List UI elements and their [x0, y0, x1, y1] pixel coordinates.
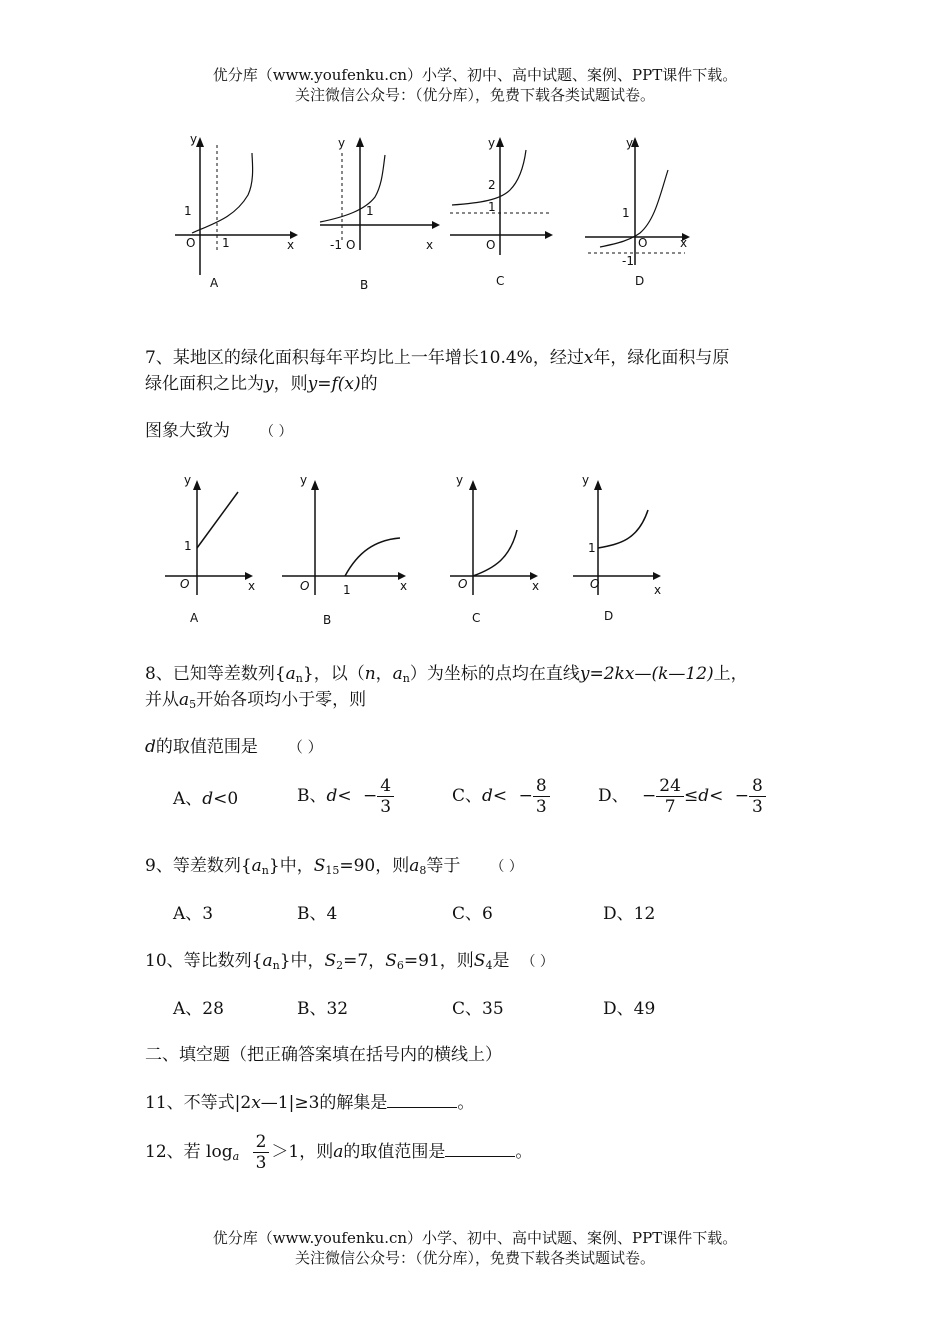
axis-y-label: y [582, 473, 590, 487]
q7-line-3: 图象大致为 （ ） [145, 421, 293, 441]
axis-x-label: x [287, 238, 295, 252]
q10-text: 10、等比数列$\{a_n\}$中，$S_2=7$，$S_6=91$，则$S_4$是 （ ） [145, 951, 554, 972]
footer-line-2: 关注微信公众号：（优分库），免费下载各类试题试卷。 [294, 1249, 655, 1267]
axis-y-label: y [184, 473, 192, 487]
q8-option-c[interactable]: C、d< − $\frac{8}{3}$ [452, 776, 550, 817]
axis-x-label: x [532, 579, 540, 593]
q7-graphs [160, 470, 670, 630]
tick-label: 1 [343, 583, 351, 597]
tick-label: 1 [622, 206, 630, 220]
axis-y-label: y [626, 136, 634, 150]
q6-graph-a [175, 132, 298, 290]
axis-x-label: x [400, 579, 408, 593]
q7-graph-a [165, 473, 255, 625]
axis-y-label: y [488, 136, 496, 150]
axis-x-label: x [680, 236, 688, 250]
axis-y-label: y [338, 136, 346, 150]
section-2-title: 二、填空题（把正确答案填在括号内的横线上） [145, 1045, 502, 1065]
q11-text: 11、不等式|2x—1|≥3的解集是 。 [145, 1093, 475, 1113]
q7-graph-d [573, 473, 661, 623]
q8-option-a[interactable]: A、d<0 [173, 789, 239, 809]
origin-label: O [300, 579, 310, 593]
q6-graph-b [320, 136, 440, 292]
origin-label: O [590, 577, 600, 591]
tick-label: 1 [184, 539, 192, 553]
q8-line-1: 8、已知等差数列$\{a_n\}$，以（n，$a_n$）为坐标的点均在直线y=2kx—(k—12)上， [145, 664, 748, 685]
origin-label: O [346, 238, 356, 252]
q7-graph-c [450, 473, 539, 625]
q11-answer-blank[interactable] [387, 1091, 457, 1108]
origin-label: O [458, 577, 468, 591]
tick-label: 1 [488, 200, 496, 214]
q10-option-b[interactable]: B、32 [297, 999, 349, 1019]
q7-graph-b [282, 473, 407, 627]
q10-option-d[interactable]: D、49 [603, 999, 656, 1019]
graph-label-a: A [190, 611, 199, 625]
graph-label-a: A [210, 276, 219, 290]
tick-label: 1 [184, 204, 192, 218]
q12-text: 12、若 $\log_a$ $\frac{2}{3}$ ＞1，则a的取值范围是 。 [145, 1132, 533, 1173]
origin-label: O [186, 236, 196, 250]
q9-option-a[interactable]: A、3 [173, 904, 214, 924]
graph-label-c: C [472, 611, 481, 625]
axis-x-label: x [426, 238, 434, 252]
tick-label: 1 [222, 236, 230, 250]
q9-option-b[interactable]: B、4 [297, 904, 338, 924]
q7-line-2: 绿化面积之比为y，则y=f(x)的 [145, 374, 378, 394]
origin-label: O [486, 238, 496, 252]
axis-y-label: y [300, 473, 308, 487]
q9-option-d[interactable]: D、12 [603, 904, 656, 924]
axis-x-label: x [654, 583, 662, 597]
tick-label: -1 [622, 254, 634, 268]
header-line-2: 关注微信公众号：（优分库），免费下载各类试题试卷。 [294, 86, 655, 104]
graph-label-d: D [604, 609, 614, 623]
q10-option-c[interactable]: C、35 [452, 999, 504, 1019]
origin-label: O [180, 577, 190, 591]
footer-line-1: 优分库（www.youfenku.cn）小学、初中、高中试题、案例、PPT课件下载。 [212, 1229, 738, 1247]
q9-text: 9、等差数列$\{a_n\}$中，$S_{15}=90$，则$a_8$等于 （ ） [145, 856, 523, 877]
graph-label-d: D [635, 274, 645, 288]
graph-label-c: C [496, 274, 505, 288]
q8-option-b[interactable]: B、d< − $\frac{4}{3}$ [297, 776, 394, 817]
tick-label: 1 [588, 541, 596, 555]
tick-label: 2 [488, 178, 496, 192]
graph-label-b: B [323, 613, 332, 627]
q9-option-c[interactable]: C、6 [452, 904, 493, 924]
graph-label-b: B [360, 278, 369, 292]
q8-line-2: 并从$a_5$开始各项均小于零，则 [145, 690, 367, 711]
tick-label: -1 [330, 238, 342, 252]
q7-line-1: 7、某地区的绿化面积每年平均比上一年增长10.4%，经过x年，绿化面积与原 [145, 348, 730, 368]
origin-label: O [638, 236, 648, 250]
q6-graph-c [450, 136, 553, 288]
tick-label: 1 [366, 204, 374, 218]
q12-answer-blank[interactable] [445, 1140, 515, 1157]
header-line-1: 优分库（www.youfenku.cn）小学、初中、高中试题、案例、PPT课件下载。 [212, 66, 738, 84]
q8-option-d[interactable]: D、 − $\frac{24}{7}$ ≤d< − $\frac{8}{3}$ [598, 776, 766, 817]
axis-y-label: y [190, 132, 198, 146]
q10-option-a[interactable]: A、28 [173, 999, 224, 1019]
q6-graphs [160, 125, 720, 300]
axis-x-label: x [248, 579, 256, 593]
axis-y-label: y [456, 473, 464, 487]
q6-graph-d [585, 136, 690, 288]
q8-line-3: d的取值范围是 （ ） [145, 737, 323, 757]
